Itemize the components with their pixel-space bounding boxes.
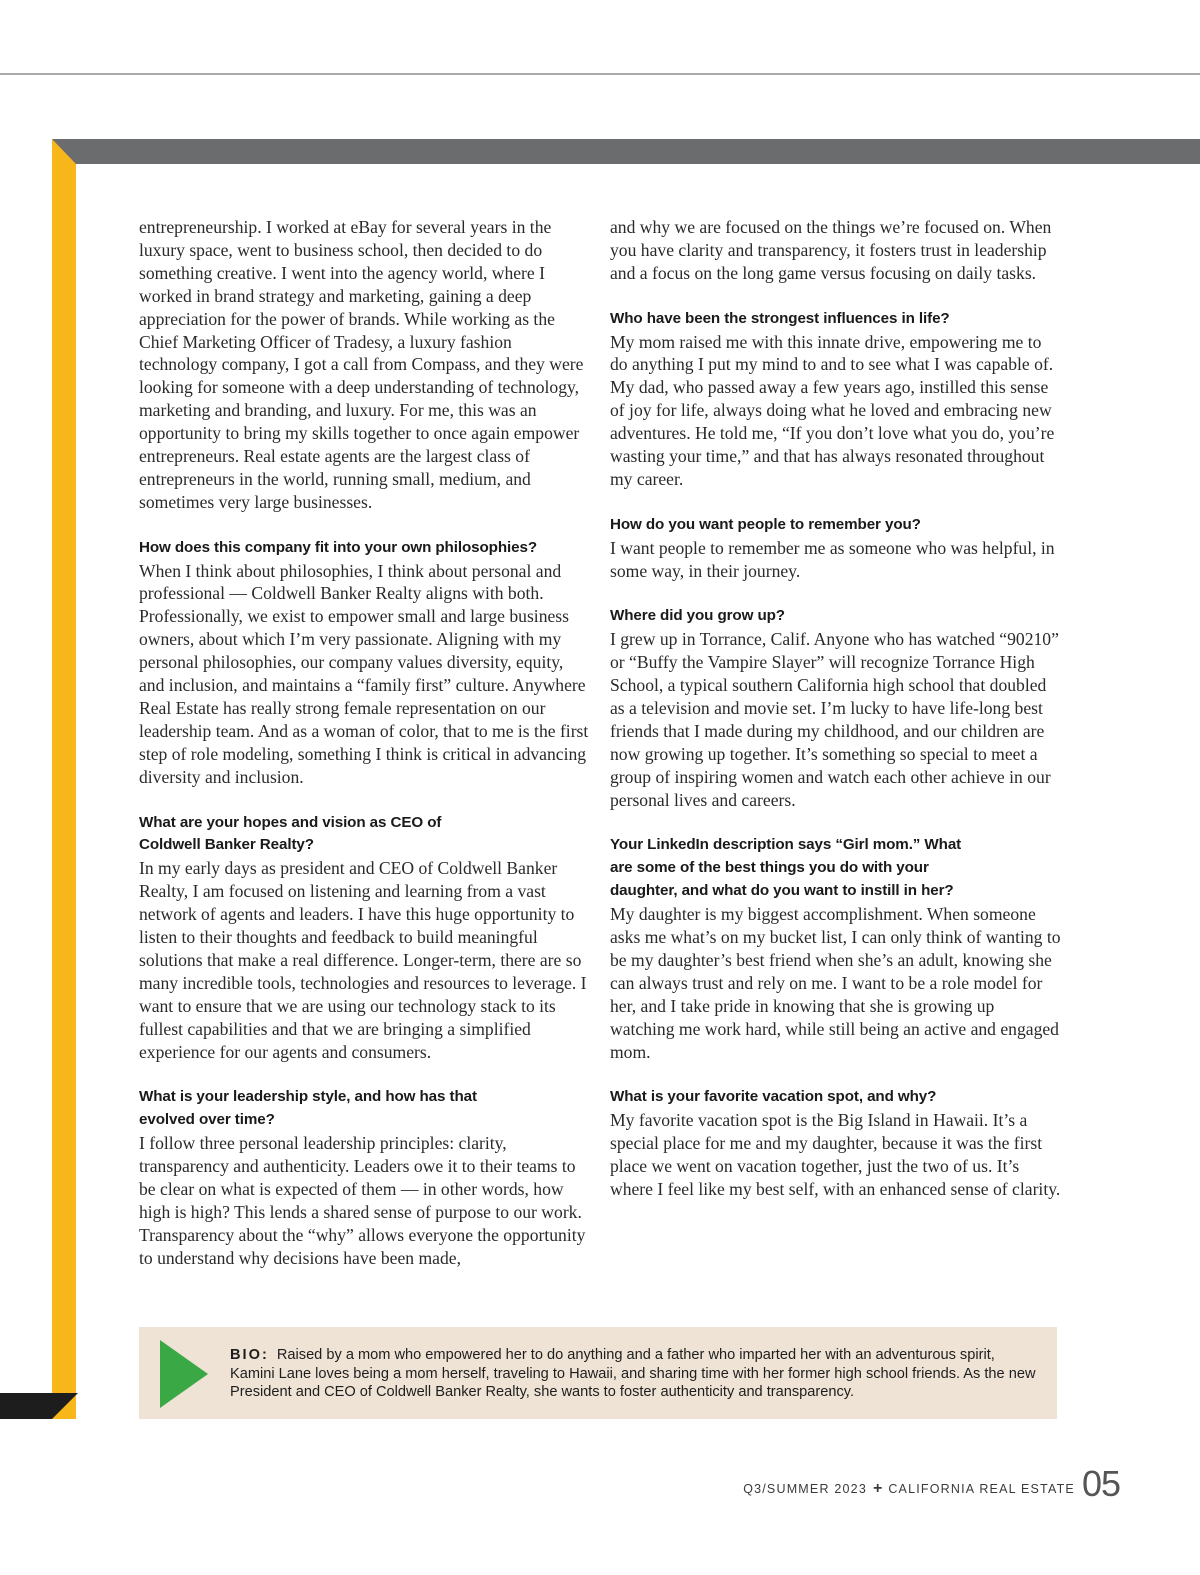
question: How do you want people to remember you? bbox=[610, 515, 921, 533]
bio-body: Raised by a mom who empowered her to do anything and a father who imparted her with an adventurous spirit, Kamini Lane loves being a mom herself, traveling to Hawaii, and sharing time with her former high school friends. As the new President and CEO of Coldwell Banker Realty, she wants to foster authenticity and transparency. bbox=[230, 1347, 1036, 1401]
answer: When I think about philosophies, I think about personal and professional — Coldwell Banker Realty aligns with both. Professionally, we exist to empower small and large business owners, about which I’m very passionate. Aligning with my personal philosophies, our company values diversity, equity, and inclusion, and maintains a “family first” culture. Anywhere Real Estate has really strong female representation on our leadership team. And as a woman of color, that to me is the first step of role modeling, something I think is critical in advancing diversity and inclusion. bbox=[139, 560, 589, 787]
question: How does this company fit into your own philosophies? bbox=[139, 538, 538, 556]
qa-block bbox=[139, 1086, 591, 1269]
question: What are your hopes and vision as CEO of Coldwell Banker Realty? bbox=[139, 813, 442, 854]
left-intro: entrepreneurship. I worked at eBay for several years in the luxury space, went to business school, then decided to do something creative. I went into the agency world, where I worked in brand strategy and marketing, gaining a deep appreciation for the power of brands. While working as the Chief Marketing Officer of Tradesy, a luxury fashion technology company, I got a call from Compass, and they were looking for someone with a deep understanding of technology, marketing and branding, and luxury. For me, this was an opportunity to bring my skills together to once again empower entrepreneurs. Real estate agents are the largest class of entrepreneurs in the world, running small, medium, and sometimes very large businesses. bbox=[139, 217, 584, 512]
qa-block bbox=[610, 514, 1062, 583]
black-corner-tab bbox=[0, 1393, 78, 1419]
accent-corner bbox=[52, 139, 76, 164]
answer: In my early days as president and CEO of Coldwell Banker Realty, I am focused on listening and learning from a vast network of agents and leaders. I have this huge opportunity to listen to their thoughts and feedback to build meaningful solutions that make a real difference. Longer-term, there are so many incredible tools, technologies and resources to leverage. I want to ensure that we are using our technology stack to its fullest capabilities and that we are bringing a simplified experience for our agents and consumers. bbox=[139, 858, 587, 1062]
qa-block bbox=[610, 308, 1062, 491]
question: Your LinkedIn description says “Girl mom.” What are some of the best things you do with your daughter, and what do you want to instill in her? bbox=[610, 836, 962, 900]
answer: I grew up in Torrance, Calif. Anyone who has watched “90210” or “Buffy the Vampire Slayer” will recognize Torrance High School, a typical southern California high school that doubled as a television and movie set. I’m lucky to have life-long best friends that I made during my childhood, and our children are now growing up together. It’s something so special to meet a group of inspiring women and watch each other achieve in our personal lives and careers. bbox=[610, 629, 1059, 810]
accent-yellow-bar bbox=[52, 139, 76, 1419]
right-intro: and why we are focused on the things we’re focused on. When you have clarity and transparency, it fosters trust in leadership and a focus on the long game versus focusing on daily tasks. bbox=[610, 217, 1052, 283]
answer: I follow three personal leadership principles: clarity, transparency and authenticity. Leaders owe it to their teams to be clear on what is expected of them — in other words, how high is high? This lends a shared sense of purpose to our work. Transparency about the “why” allows everyone the opportunity to understand why decisions have been made, bbox=[139, 1133, 586, 1268]
qa-block bbox=[139, 537, 591, 789]
footer-separator: + bbox=[872, 1480, 883, 1497]
page-footer bbox=[743, 1462, 1120, 1502]
answer: My favorite vacation spot is the Big Island in Hawaii. It’s a special place for me and my daughter, because it was the first place we went on vacation together, just the two of us. It’s where I feel like my best self, with an enhanced sense of clarity. bbox=[610, 1110, 1061, 1199]
question: What is your leadership style, and how has that evolved over time? bbox=[139, 1088, 477, 1129]
answer: I want people to remember me as someone who was helpful, in some way, in their journey. bbox=[610, 537, 1055, 581]
left-column bbox=[139, 216, 591, 1293]
qa-block bbox=[610, 1086, 1062, 1201]
header-rule bbox=[0, 73, 1200, 75]
qa-block bbox=[610, 605, 1062, 811]
page-number: 05 bbox=[1081, 1463, 1120, 1504]
question: Where did you grow up? bbox=[610, 607, 785, 625]
question: What is your favorite vacation spot, and why? bbox=[610, 1088, 937, 1106]
section-gray-bar bbox=[52, 139, 1200, 164]
qa-block bbox=[610, 834, 1062, 1063]
bio-text bbox=[230, 1346, 1042, 1402]
answer: My daughter is my biggest accomplishment. When someone asks me what’s on my bucket list, I can only think of wanting to be my daughter’s best friend when she’s an adult, knowing she can always trust and rely on me. I want to be a role model for her, and I take pride in knowing that she is growing up watching me work hard, while still being an active and engaged mom. bbox=[610, 904, 1061, 1062]
play-arrow-icon bbox=[160, 1340, 208, 1413]
bio-label: BIO: bbox=[230, 1347, 269, 1363]
footer-issue: Q3/SUMMER 2023 bbox=[743, 1482, 867, 1496]
right-column bbox=[610, 216, 1062, 1224]
footer-magazine: CALIFORNIA REAL ESTATE bbox=[888, 1482, 1075, 1496]
question: Who have been the strongest influences in life? bbox=[610, 309, 950, 327]
qa-block bbox=[139, 812, 591, 1064]
bio-box bbox=[139, 1327, 1057, 1419]
answer: My mom raised me with this innate drive, empowering me to do anything I put my mind to and to see what I was capable of. My dad, who passed away a few years ago, instilled this sense of joy for life, always doing what he loved and embracing new adventures. He told me, “If you don’t love what you do, you’re wasting your time,” and that has always resonated throughout my career. bbox=[610, 331, 1055, 489]
